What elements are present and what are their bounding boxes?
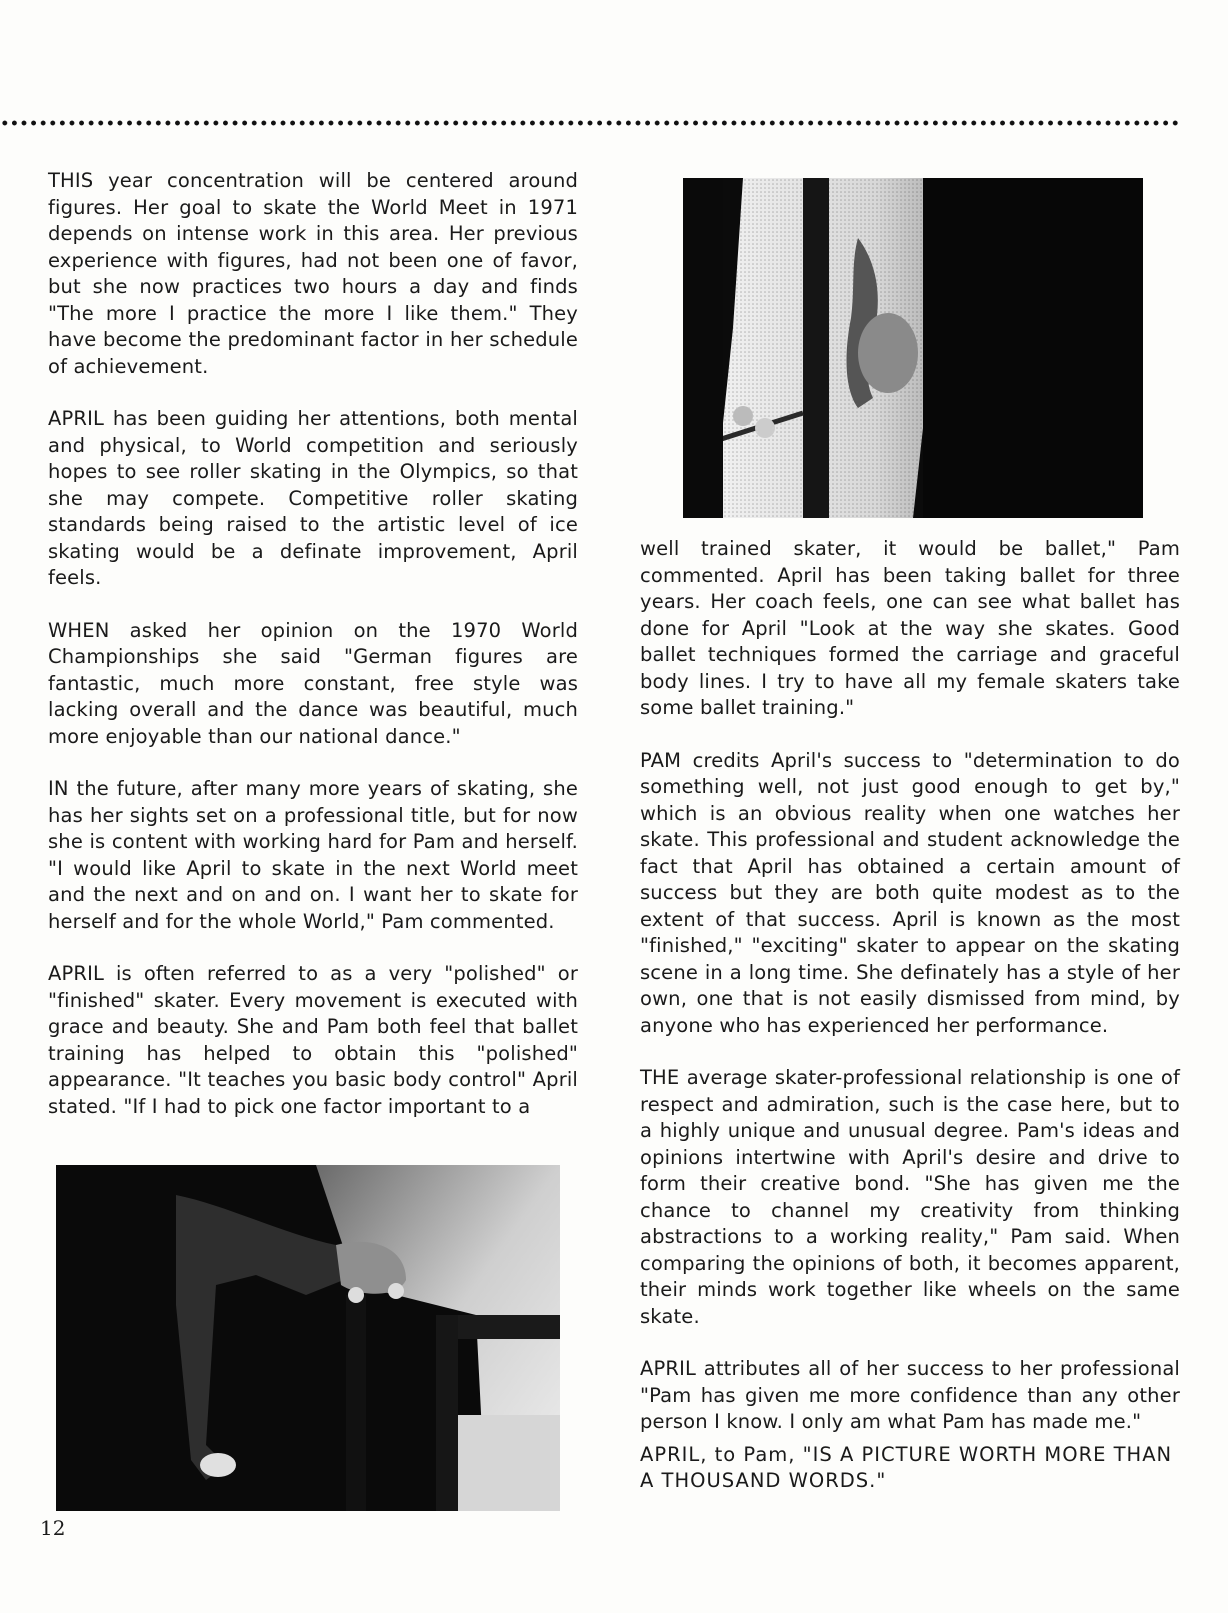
paragraph: THIS year concentration will be centered around figures. Her goal to skate the World Meet in 1971 depends on intense work in this area. Her previous experience with figures, had not been one of favor, but she now practices two hours a day and finds "The more I practice the more I like them." They have become the predominant factor in her schedule of achievement. [48,169,578,378]
paragraph: APRIL has been guiding her attentions, both mental and physical, to World competition and seriously hopes to see roller skating in the Olympics, so that she may compete. Competitive roller skating standards being raised to the artistic level of ice skating would be a definate improvement, April feels. [48,407,578,589]
skater-photo [56,1165,560,1511]
closing-line: APRIL, to Pam, "IS A PICTURE WORTH MORE THAN A THOUSAND WORDS." [640,1442,1173,1492]
right-column [640,536,1180,1521]
ballet-barre-photo [683,178,1143,518]
dotted-rule [0,118,1182,128]
paragraph: THE average skater-professional relationship is one of respect and admiration, such is the case here, but to a highly unique and unusual degree. Pam's ideas and opinions intertwine with April's desire and drive to form their creative bond. "She has given me the chance to channel my creativity from thinking abstractions to a working reality," Pam said. When comparing the opinions of both, it becomes apparent, their minds work together like wheels on the same skate. [640,1066,1180,1328]
paragraph: well trained skater, it would be ballet," Pam commented. April has been taking ballet for three years. Her coach feels, one can see what ballet has done for April "Look at the way she skates. Good ballet techniques formed the carriage and graceful body lines. I try to have all my female skaters take some ballet training." [640,537,1180,719]
paragraph: APRIL attributes all of her success to her professional "Pam has given me more confidence than any other person I know. I only am what Pam has made me." [640,1357,1180,1433]
paragraph: IN the future, after many more years of skating, she has her sights set on a professional title, but for now she is content with working hard for Pam and herself. "I would like April to skate in the next World meet and the next and on and on. I want her to skate for herself and for the whole World," Pam commented. [48,777,578,933]
paragraph: PAM credits April's success to "determination to do something well, not just good enough to get by," which is an obvious reality when one watches her skate. This professional and student acknowledge the fact that April has obtained a certain amount of success but they are both quite modest as to the extent of that success. April is known as the most "finished," "exciting" skater to appear on the skating scene in a long time. She definately has a style of her own, one that is not easily dismissed from mind, by anyone who has experienced her performance. [640,748,1180,1037]
paragraph: APRIL is often referred to as a very "polished" or "finished" skater. Every movement is executed with grace and beauty. She and Pam both feel that ballet training has helped to obtain this "polished" appearance. "It teaches you basic body control" April stated. "If I had to pick one factor important to a [48,962,578,1118]
paragraph: WHEN asked her opinion on the 1970 World Championships she said "German figures are fantastic, much more constant, free style was lacking overall and the dance was beautiful, much more enjoyable than our national dance." [48,618,578,748]
left-column [48,168,578,1146]
page-number: 12 [40,1516,66,1540]
